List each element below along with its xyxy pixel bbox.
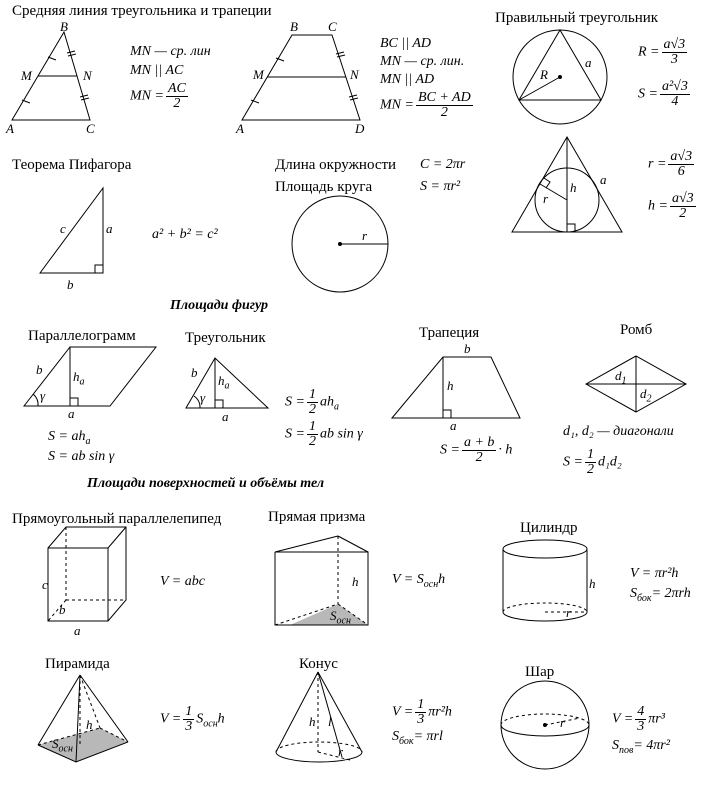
formula-triangle-2: S = $\frac{1}{2}$ ab sin γ (285, 419, 363, 449)
label-c-pyth: c (60, 221, 66, 236)
label-h-prism: h (352, 574, 359, 589)
formula-parallelogram-1: $S = ah_a$ (48, 429, 91, 447)
heading-prism: Прямая призма (268, 509, 366, 525)
formula-pythagoras: a² + b² = c² (152, 227, 218, 242)
label-h-par: $h_a$ (73, 369, 85, 388)
label-l-cone: l (328, 714, 332, 729)
formula-cone-1: V = $\frac{1}{3}$ πr²h (392, 697, 452, 727)
formula-pyramid: V = $\frac{1}{3}$ $S_{осн}h$ (160, 704, 225, 734)
pythagoras-figure (40, 188, 103, 273)
label-D-trap: D (355, 121, 365, 136)
formula-parallelogram-2: S = ab sin γ (48, 449, 115, 464)
formula-eq-S: S = $\frac{\text{a²√3}}{4}$ (638, 79, 688, 109)
cone-figure (276, 672, 362, 762)
label-N-trap: N (350, 67, 359, 82)
label-A: A (6, 121, 14, 136)
formula-eq-r: r = $\frac{a√3}{6}$ (648, 149, 693, 179)
label-gamma-par: γ (40, 388, 46, 403)
equilateral-circumcircle-figure (513, 30, 607, 124)
label-S-pyr: $S_{осн}$ (52, 736, 73, 755)
formula-midline-trap-2: MN — ср. лин. (380, 54, 465, 69)
heading-areas: Площади фигур (170, 298, 268, 313)
formula-sphere-2: $S_{пов}= 4\pi r^2$ (612, 738, 670, 756)
formula-cylinder-2: $S_{бок}= 2\pi rh$ (630, 586, 691, 604)
formula-box: V = abc (160, 574, 205, 589)
formula-midline-tri-2: MN || AC (130, 63, 184, 78)
heading-box: Прямоугольный параллелепипед (12, 511, 222, 527)
formula-midline-trap-4: MN = $\frac{BC + AD}{2}$ (380, 90, 471, 120)
label-M: M (21, 68, 32, 83)
label-a-box: a (74, 623, 81, 638)
label-h-pyr: h (86, 717, 93, 732)
label-a-pyth: a (106, 221, 113, 236)
label-B: B (60, 19, 68, 34)
heading-trapezoid: Трапеция (419, 325, 480, 341)
heading-midline: Средняя линия треугольника и трапеции (12, 3, 272, 19)
heading-circumference: Длина окружности (275, 157, 397, 173)
label-h-cone: h (309, 714, 316, 729)
label-h-cyl: h (589, 576, 596, 591)
label-b-pyth: b (67, 277, 74, 292)
formula-sphere-1: V = $\frac{4}{3}$ πr³ (612, 704, 665, 734)
label-N: N (83, 68, 92, 83)
label-C-trap: C (328, 19, 337, 34)
sphere-figure (501, 681, 589, 769)
label-r-circle: r (362, 228, 368, 243)
formula-midline-tri-1: MN — ср. лин (130, 44, 211, 59)
heading-cone: Конус (299, 656, 338, 672)
formula-rhombus-1: d₁, d₂ — диагонали (563, 424, 674, 439)
formula-eq-R: R = $\frac{a√3}{3}$ (638, 37, 686, 67)
label-a-tri: a (222, 409, 229, 424)
label-b-tri: b (191, 365, 198, 380)
heading-sphere: Шар (525, 664, 555, 680)
rhombus-figure (586, 356, 686, 412)
formula-circle-area: S = πr² (420, 179, 461, 194)
label-r-sphere: r (560, 715, 566, 730)
formula-midline-trap-3: MN || AD (380, 72, 435, 87)
heading-pyramid: Пирамида (45, 656, 110, 672)
label-b-par: b (36, 362, 43, 377)
label-a-eq2: a (600, 172, 607, 187)
label-a-trapezoid: a (450, 418, 457, 433)
heading-circle-area: Площадь круга (275, 179, 373, 195)
label-gamma-tri: γ (200, 390, 206, 405)
formula-prism: $V = S_{осн}h$ (392, 572, 446, 590)
heading-rhombus: Ромб (620, 322, 653, 338)
label-b-box: b (59, 602, 66, 617)
formula-midline-trap-1: BC || AD (380, 36, 431, 51)
label-M-trap: M (253, 67, 264, 82)
label-S-prism: $S_{осн}$ (330, 608, 351, 627)
cylinder-figure (503, 540, 587, 621)
formula-eq-h: h = $\frac{a√3}{2}$ (648, 191, 694, 221)
label-r-eq2: r (543, 191, 549, 206)
formula-trapezoid: S = $\frac{a + b}{2}$ · h (440, 435, 513, 465)
formula-triangle-1: S = $\frac{1}{2}$ $ah_a$ (285, 387, 339, 417)
heading-triangle: Треугольник (185, 330, 266, 346)
label-c-box: c (42, 577, 48, 592)
formula-midline-tri-3: MN = $\frac{AC}{2}$ (130, 81, 186, 111)
label-h-eq2: h (570, 180, 577, 195)
label-b-trapezoid: b (464, 341, 471, 356)
formula-circumference: C = 2πr (420, 157, 466, 172)
formula-cylinder-1: V = πr²h (630, 566, 679, 581)
label-A-trap: A (236, 121, 244, 136)
circle-figure (292, 196, 388, 292)
label-C: C (86, 121, 95, 136)
label-d1: $d_1$ (615, 368, 627, 387)
label-a-eq1: a (585, 55, 592, 70)
label-r-cyl: r (566, 605, 572, 620)
formula-cone-2: $S_{бок}= \pi rl$ (392, 729, 443, 747)
heading-pythagoras: Теорема Пифагора (12, 157, 132, 173)
label-r-cone: r (338, 744, 344, 759)
label-a-par: a (68, 406, 75, 421)
trapezoid-figure (392, 357, 520, 418)
label-R: R (540, 67, 548, 82)
heading-cylinder: Цилиндр (520, 520, 578, 536)
heading-equilateral: Правильный треугольник (495, 10, 659, 26)
label-d2: $d_2$ (640, 386, 652, 405)
label-B-trap: B (290, 19, 298, 34)
heading-parallelogram: Параллелограмм (28, 328, 136, 344)
formula-rhombus-2: S = $\frac{1}{2}$ d₁d₂ (563, 447, 622, 477)
label-h-trapezoid: h (447, 378, 454, 393)
label-h-tri: $h_a$ (218, 373, 230, 392)
heading-solids: Площади поверхностей и объёмы тел (87, 476, 325, 491)
